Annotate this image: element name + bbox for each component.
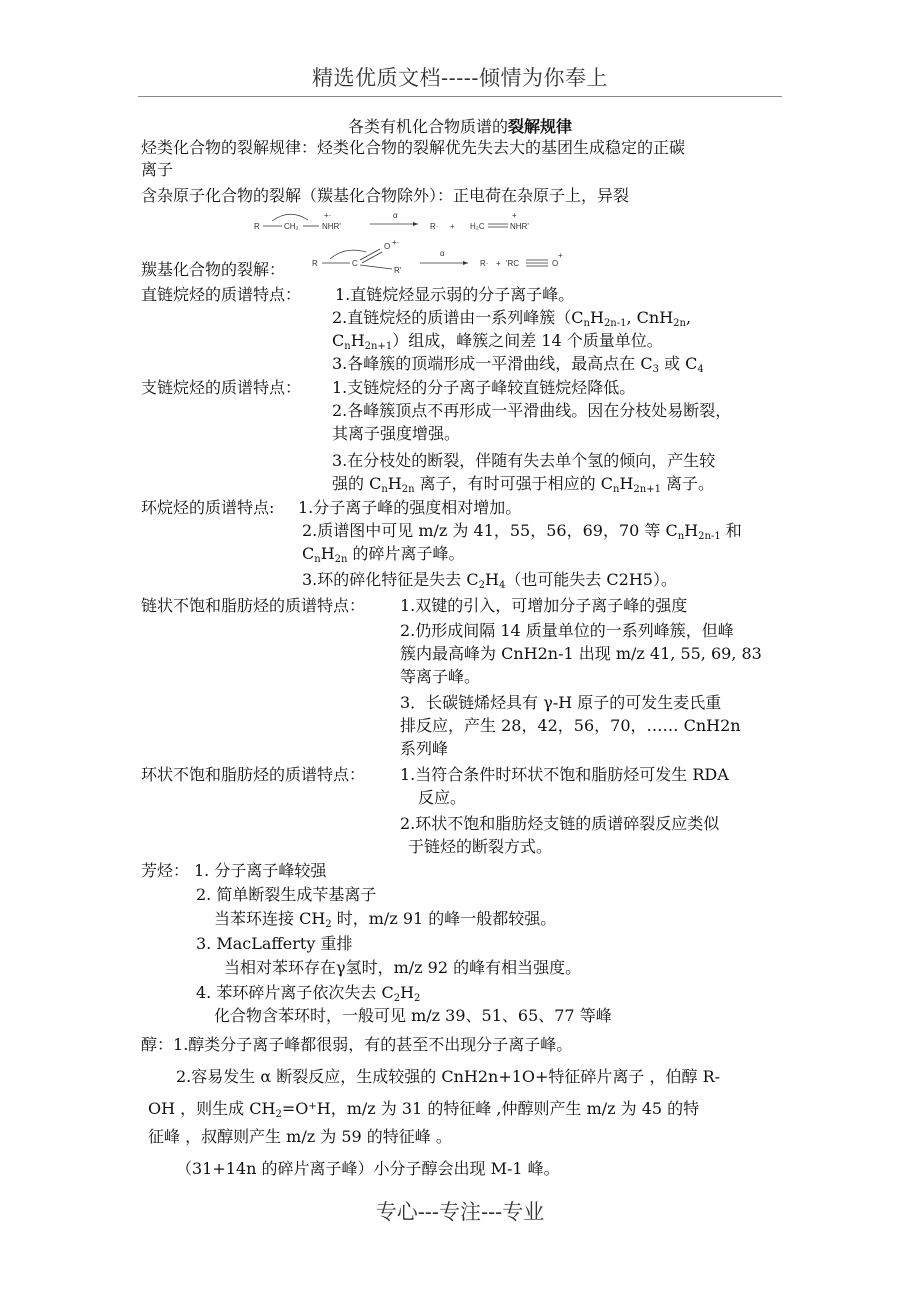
chain-unsat-label: 链状不饱和脂肪烃的质谱特点： <box>141 596 366 615</box>
rx-c-o: O <box>384 242 391 251</box>
aromatic-p4: 4. 苯环碎片离子依次失去 $C_2H_2$ <box>196 983 421 1004</box>
carbonyl-reaction-scheme <box>300 238 580 276</box>
reaction-arrow-icon <box>413 222 418 226</box>
document-title <box>0 114 920 137</box>
header-rule <box>138 96 782 97</box>
alcohol-p2a: 2.容易发生 α 断裂反应，生成较强的 CnH2n+1O+特征碎片离子 ，伯醇 R- <box>176 1067 721 1086</box>
rx-r: R <box>254 222 260 231</box>
cyclo-p1: 1.分子离子峰的强度相对增加。 <box>298 498 522 517</box>
chain-unsat-p2c: 等离子峰。 <box>400 667 481 686</box>
rx-nhr: NHR' <box>322 222 341 231</box>
page-header: 精选优质文档-----倾情为你奉上 <box>312 66 608 90</box>
rx-c-charge: +· <box>392 238 400 247</box>
rx-c-charge2: + <box>558 251 563 260</box>
rx-plus: + <box>450 222 455 231</box>
carbonyl-text: 羰基化合物的裂解： <box>141 260 286 279</box>
chain-unsat-p2a: 2.仍形成间隔 14 质量单位的一系列峰簇，但峰 <box>400 621 734 640</box>
aromatic-p2: 2. 简单断裂生成苄基离子 <box>196 885 377 904</box>
aromatic-p3note: 当相对苯环存在γ氢时，m/z 92 的峰有相当强度。 <box>224 958 582 977</box>
branched-p3b: 强的 $C_nH_{2n}$ 离子，有时可强于相应的 $C_nH_{2n+1}$ 离子。 <box>332 474 715 495</box>
alcohol-p1: 醇：1.醇类分子离子峰都很弱，有的甚至不出现分子离子峰。 <box>141 1035 573 1054</box>
straight-p2c: $C_nH_{2n+1}$）组成，峰簇之间差 14 个质量单位。 <box>332 331 663 352</box>
electron-arrow-icon <box>272 214 308 221</box>
branched-p2b: 其离子强度增强。 <box>332 424 461 443</box>
chain-unsat-p2b: 簇内最高峰为 CnH2n-1 出现 m/z 41, 55, 69, 83 <box>400 644 762 663</box>
chain-unsat-p3c: 系列峰 <box>400 739 449 758</box>
title-bold: 裂解规律 <box>508 117 573 136</box>
rx-h2c: H₂C <box>470 222 485 231</box>
rx-c-rc: 'RC <box>506 259 520 268</box>
reaction-arrow-icon <box>463 261 468 265</box>
page-footer: 专心---专注---专业 <box>375 1200 545 1224</box>
straight-p3: 3.各峰簇的顶端形成一平滑曲线，最高点在 $C_3$ 或 $C_4$ <box>332 354 704 375</box>
rx-alpha: α <box>393 211 398 220</box>
chain-unsat-p3b: 排反应，产生 28，42，56，70，…… CnH2n <box>400 716 741 735</box>
rx-c-c: C <box>352 259 358 268</box>
aromatic-p3: 3. MacLafferty 重排 <box>196 934 353 953</box>
rx-c-plus: + <box>496 259 501 268</box>
ring-unsat-p2b: 于链烃的断裂方式。 <box>408 837 553 856</box>
rx-prod1: R· <box>430 222 439 231</box>
aromatic-label: 芳烃： <box>141 861 190 880</box>
rx-nhr2: NHR' <box>510 222 529 231</box>
aromatic-p1: 1. 分子离子峰较强 <box>194 861 327 880</box>
straight-label: 直链烷烃的质谱特点： <box>141 285 302 304</box>
cyclo-p3: 3.环的碎化特征是失去 $C_2H_4$（也可能失去 C2H5）。 <box>302 570 677 591</box>
chain-unsat-p3a: 3．长碳链烯烃具有 γ-H 原子的可发生麦氏重 <box>400 693 722 712</box>
rx-charge2: + <box>512 211 517 220</box>
ring-unsat-p1b: 反应。 <box>418 788 467 807</box>
rx-ch2: CH₂ <box>284 222 299 231</box>
branched-p2a: 2.各峰簇顶点不再形成一平滑曲线。因在分枝处易断裂， <box>332 401 732 420</box>
cyclo-p2a: 2.质谱图中可见 m/z 为 41，55，56，69，70 等 $C_nH_{2n-1}$ 和 <box>302 521 742 542</box>
straight-p2a: 2.直链烷烃的质谱由一系列峰簇（$C_nH_{2n-1}$, CnH$_{2n}$, <box>332 308 692 329</box>
rx-c-r: R <box>312 259 318 268</box>
alcohol-p2c: 征峰 ，叔醇则产生 m/z 为 59 的特征峰 。 <box>148 1127 452 1146</box>
title-prefix: 各类有机化合物质谱的 <box>347 117 508 136</box>
aromatic-p2note: 当苯环连接 $CH_2$ 时，m/z 91 的峰一般都较强。 <box>214 909 557 930</box>
straight-p1: 1.直链烷烃显示弱的分子离子峰。 <box>335 285 575 304</box>
aromatic-p4note: 化合物含苯环时，一般可见 m/z 39、51、65、77 等峰 <box>214 1006 612 1025</box>
hydrocarbon-line2: 离子 <box>141 160 174 179</box>
rx-c-o2: O <box>552 259 559 268</box>
alcohol-p3: （31+14n 的碎片离子峰）小分子醇会出现 M-1 峰。 <box>176 1159 560 1178</box>
hydrocarbon-line1: 烃类化合物的裂解规律：烃类化合物的裂解优先失去大的基团生成稳定的正碳 <box>141 138 686 157</box>
branched-label: 支链烷烃的质谱特点： <box>141 378 302 397</box>
branched-p3a: 3.在分枝处的断裂，伴随有失去单个氢的倾向，产生较 <box>332 451 716 470</box>
electron-arrow-icon <box>330 250 366 259</box>
ring-unsat-p1a: 1.当符合条件时环状不饱和脂肪烃可发生 RDA <box>400 765 729 784</box>
rx-c-alpha: α <box>440 249 445 258</box>
branched-p1: 1.支链烷烃的分子离子峰较直链烷烃降低。 <box>332 378 636 397</box>
ring-unsat-label: 环状不饱和脂肪烃的质谱特点： <box>141 765 366 784</box>
hetero-text: 含杂原子化合物的裂解（羰基化合物除外）：正电荷在杂原子上，异裂 <box>141 186 630 205</box>
rx-c-prod1: R· <box>480 259 489 268</box>
hetero-reaction-scheme <box>250 206 550 236</box>
chain-unsat-p1: 1.双键的引入，可增加分子离子峰的强度 <box>400 596 688 615</box>
rx-charge: +· <box>324 211 332 220</box>
alcohol-p2b: OH ，则生成 $CH_2=O^+H$，m/z 为 31 的特征峰 ,仲醇则产生 m/z 为 45 的特 <box>148 1099 700 1120</box>
ring-unsat-p2a: 2.环状不饱和脂肪烃支链的质谱碎裂反应类似 <box>400 814 720 833</box>
rx-c-r2: R' <box>394 266 402 275</box>
cyclo-label: 环烷烃的质谱特点: <box>141 498 275 517</box>
cyclo-p2b: $C_nH_{2n}$ 的碎片离子峰。 <box>302 544 465 565</box>
